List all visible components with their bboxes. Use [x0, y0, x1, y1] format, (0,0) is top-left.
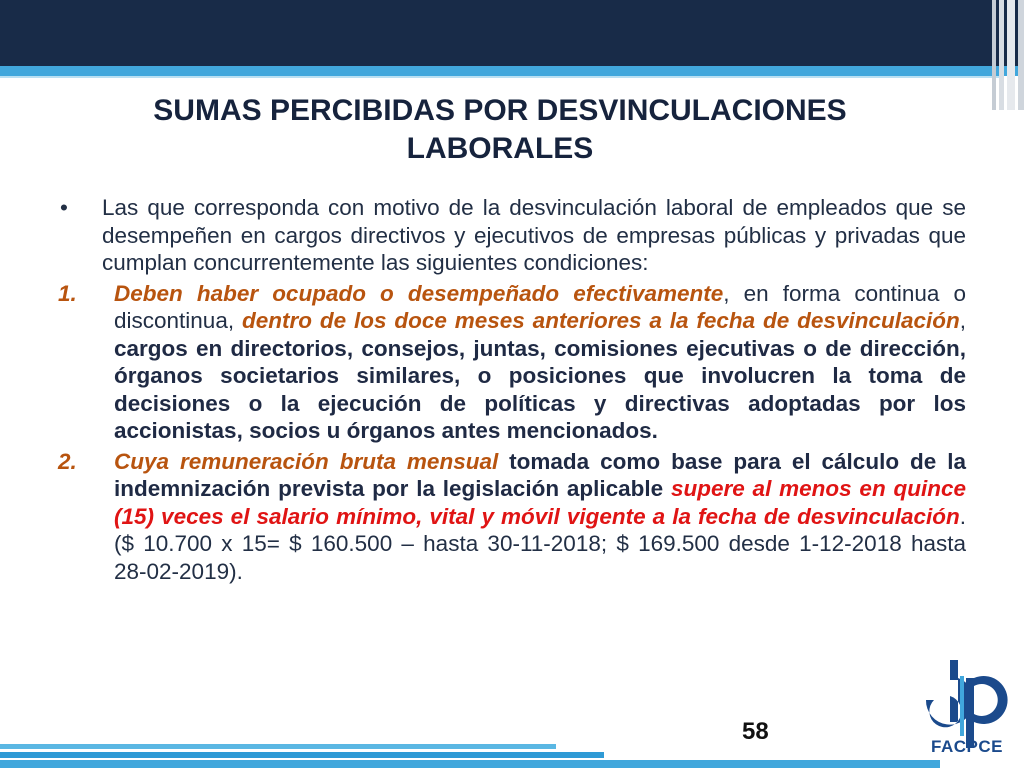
bullet-item	[58, 194, 966, 277]
page-number: 58	[742, 718, 769, 745]
decor-bar	[1007, 0, 1015, 110]
footer-line	[0, 760, 940, 768]
decor-bar	[999, 0, 1004, 110]
decor-bar	[992, 0, 996, 110]
header-accent-line	[0, 76, 1000, 78]
header-accent-stripe	[0, 66, 1024, 76]
condition-item-1	[58, 280, 966, 445]
condition-text	[114, 448, 966, 586]
bullet-text: Las que corresponda con motivo de la desvinculación laboral de empleados que se desempeñen en cargos directivos y ejecutivos de empresas públicas y privadas que cumplan concurrentemente las siguientes condiciones:	[102, 195, 966, 275]
condition-number: 1.	[58, 280, 77, 306]
bullet-marker: •	[60, 195, 68, 220]
footer-line	[0, 752, 604, 758]
highlight-orange: Cuya remuneración bruta mensual	[114, 448, 499, 474]
bold-text: tomada como base para el cálculo de la indemnización prevista por la legislación aplicable	[114, 448, 966, 501]
condition-text	[114, 280, 966, 445]
decorative-vertical-bars	[992, 0, 1024, 110]
title-line-2: LABORALES	[406, 132, 594, 165]
highlight-orange: Deben haber ocupado o desempeñado efectivamente	[114, 280, 724, 306]
slide-title	[60, 92, 940, 168]
slide-body	[58, 194, 966, 585]
bold-text: cargos en directorios, consejos, juntas, comisiones ejecutivas o de dirección, órganos societarios similares, o posiciones que involucren la toma de decisiones o la ejecución de políticas y directivas adoptadas por los accionistas, socios u órganos antes mencionados.	[114, 335, 966, 443]
plain-text: . ($ 10.700 x 15= $ 160.500 – hasta 30-11-2018; $ 169.500 desde 1-12-2018 hasta 28-02-2019).	[114, 503, 966, 584]
decor-bar	[1018, 0, 1024, 110]
condition-number: 2.	[58, 448, 77, 474]
highlight-orange: dentro de los doce meses anteriores a la fecha de desvinculación	[241, 308, 960, 333]
header-bar	[0, 0, 1024, 66]
plain-text: ,	[959, 308, 966, 333]
title-line-1: SUMAS PERCIBIDAS POR DESVINCULACIONES	[153, 94, 847, 127]
condition-item-2	[58, 448, 966, 586]
logo-text: FACPCE	[931, 737, 1003, 756]
plain-text: , en forma continua o discontinua,	[114, 280, 966, 333]
highlight-red: supere al menos en quince (15) veces el salario mínimo, vital y móvil vigente a la fecha de desvinculación	[114, 476, 967, 529]
footer-line	[0, 744, 556, 749]
